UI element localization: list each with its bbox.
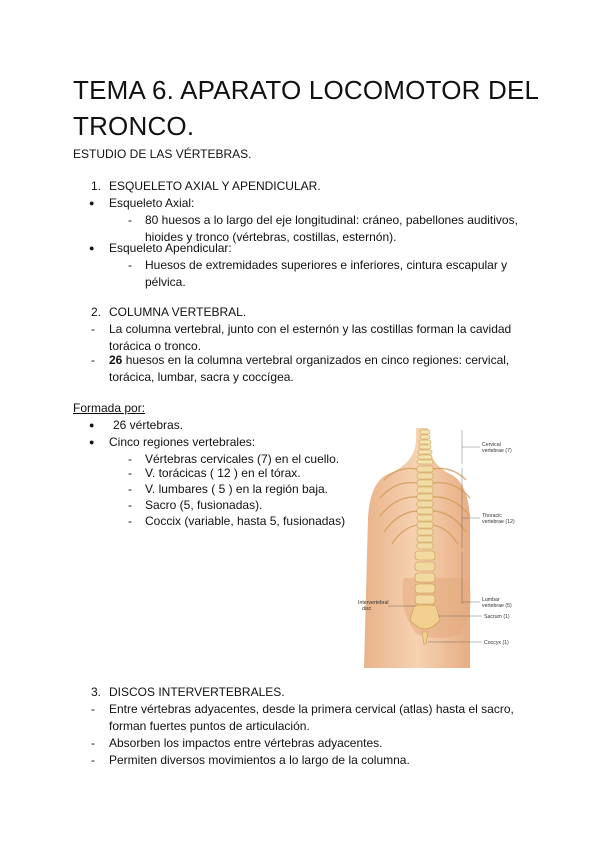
formada-bullet-1: 26 vértebras. <box>113 418 184 432</box>
section2-heading: COLUMNA VERTEBRAL. <box>109 305 247 319</box>
dash-marker: - <box>128 452 132 466</box>
bullet-marker: ● <box>89 437 95 447</box>
columna-item-2-text: huesos en la columna vertebral organizados en cinco regiones: cervical, torácica, lumbar, sacra y coccígea. <box>109 353 510 384</box>
discos-item-2: Absorben los impactos entre vértebras adyacentes. <box>109 736 383 750</box>
columna-item-2 <box>109 352 529 386</box>
bullet-marker: ● <box>89 198 95 208</box>
dash-marker: - <box>128 258 132 272</box>
formada-label: Formada por: <box>73 401 146 415</box>
dash-marker: - <box>91 702 95 716</box>
section3-number: 3. <box>91 685 102 699</box>
label-lumbar-count: vertebrae (5) <box>482 603 512 609</box>
section1-heading: ESQUELETO AXIAL Y APENDICULAR. <box>109 179 321 193</box>
label-cervical: Cervical <box>482 442 501 448</box>
dash-marker: - <box>128 514 132 528</box>
columna-item-1: La columna vertebral, junto con el esternón y las costillas forman la cavidad torácica o tronco. <box>109 322 512 353</box>
label-lumbar: Lumbar <box>482 597 500 603</box>
label-disc: Intervertebral <box>358 600 389 606</box>
dash-marker: - <box>128 213 132 227</box>
region-cervical: Vértebras cervicales (7) en el cuello. <box>145 452 340 466</box>
region-lumbar: V. lumbares ( 5 ) en la región baja. <box>145 482 328 496</box>
discos-item-1: Entre vértebras adyacentes, desde la primera cervical (atlas) hasta el sacro, forman fuertes puntos de articulación. <box>109 702 514 733</box>
apendicular-label: Esqueleto Apendicular: <box>109 241 232 255</box>
dash-marker: - <box>128 466 132 480</box>
section1-number: 1. <box>91 179 102 193</box>
label-thoracic: Thoracic <box>482 513 502 519</box>
apendicular-detail: Huesos de extremidades superiores e inferiores, cintura escapular y pélvica. <box>145 258 508 289</box>
dash-marker: - <box>91 353 95 367</box>
label-coccyx: Coccyx (1) <box>484 640 509 646</box>
dash-marker: - <box>128 498 132 512</box>
formada-bullet-2: Cinco regiones vertebrales: <box>109 435 256 449</box>
label-disc-2: disc <box>362 606 372 612</box>
section3-heading: DISCOS INTERVERTEBRALES. <box>109 685 285 699</box>
region-toracica: V. torácicas ( 12 ) en el tórax. <box>145 466 301 480</box>
subtitle: ESTUDIO DE LAS VÉRTEBRAS. <box>73 147 252 161</box>
axial-label: Esqueleto Axial: <box>109 196 195 210</box>
label-thoracic-count: vertebrae (12) <box>482 519 515 525</box>
region-coccix: Coccix (variable, hasta 5, fusionadas) <box>145 514 346 528</box>
section2-number: 2. <box>91 305 102 319</box>
discos-item-3: Permiten diversos movimientos a lo largo de la columna. <box>109 753 410 767</box>
page-title: TEMA 6. APARATO LOCOMOTOR DEL TRONCO. <box>73 75 539 141</box>
bold-count: 26 <box>109 353 123 367</box>
dash-marker: - <box>91 322 95 336</box>
label-sacrum: Sacrum (1) <box>484 614 510 620</box>
dash-marker: - <box>128 482 132 496</box>
region-sacro: Sacro (5, fusionadas). <box>145 498 263 512</box>
bullet-marker: ● <box>89 243 95 253</box>
dash-marker: - <box>91 736 95 750</box>
spine-column <box>415 430 435 604</box>
label-cervical-count: vertebrae (7) <box>482 448 512 454</box>
bullet-marker: ● <box>89 420 95 430</box>
spine-figure <box>358 428 530 668</box>
dash-marker: - <box>91 753 95 767</box>
axial-detail: 80 huesos a lo largo del eje longitudinal: cráneo, pabellones auditivos, hioides y tronco (vértebras, costillas, esternón). <box>145 213 518 244</box>
